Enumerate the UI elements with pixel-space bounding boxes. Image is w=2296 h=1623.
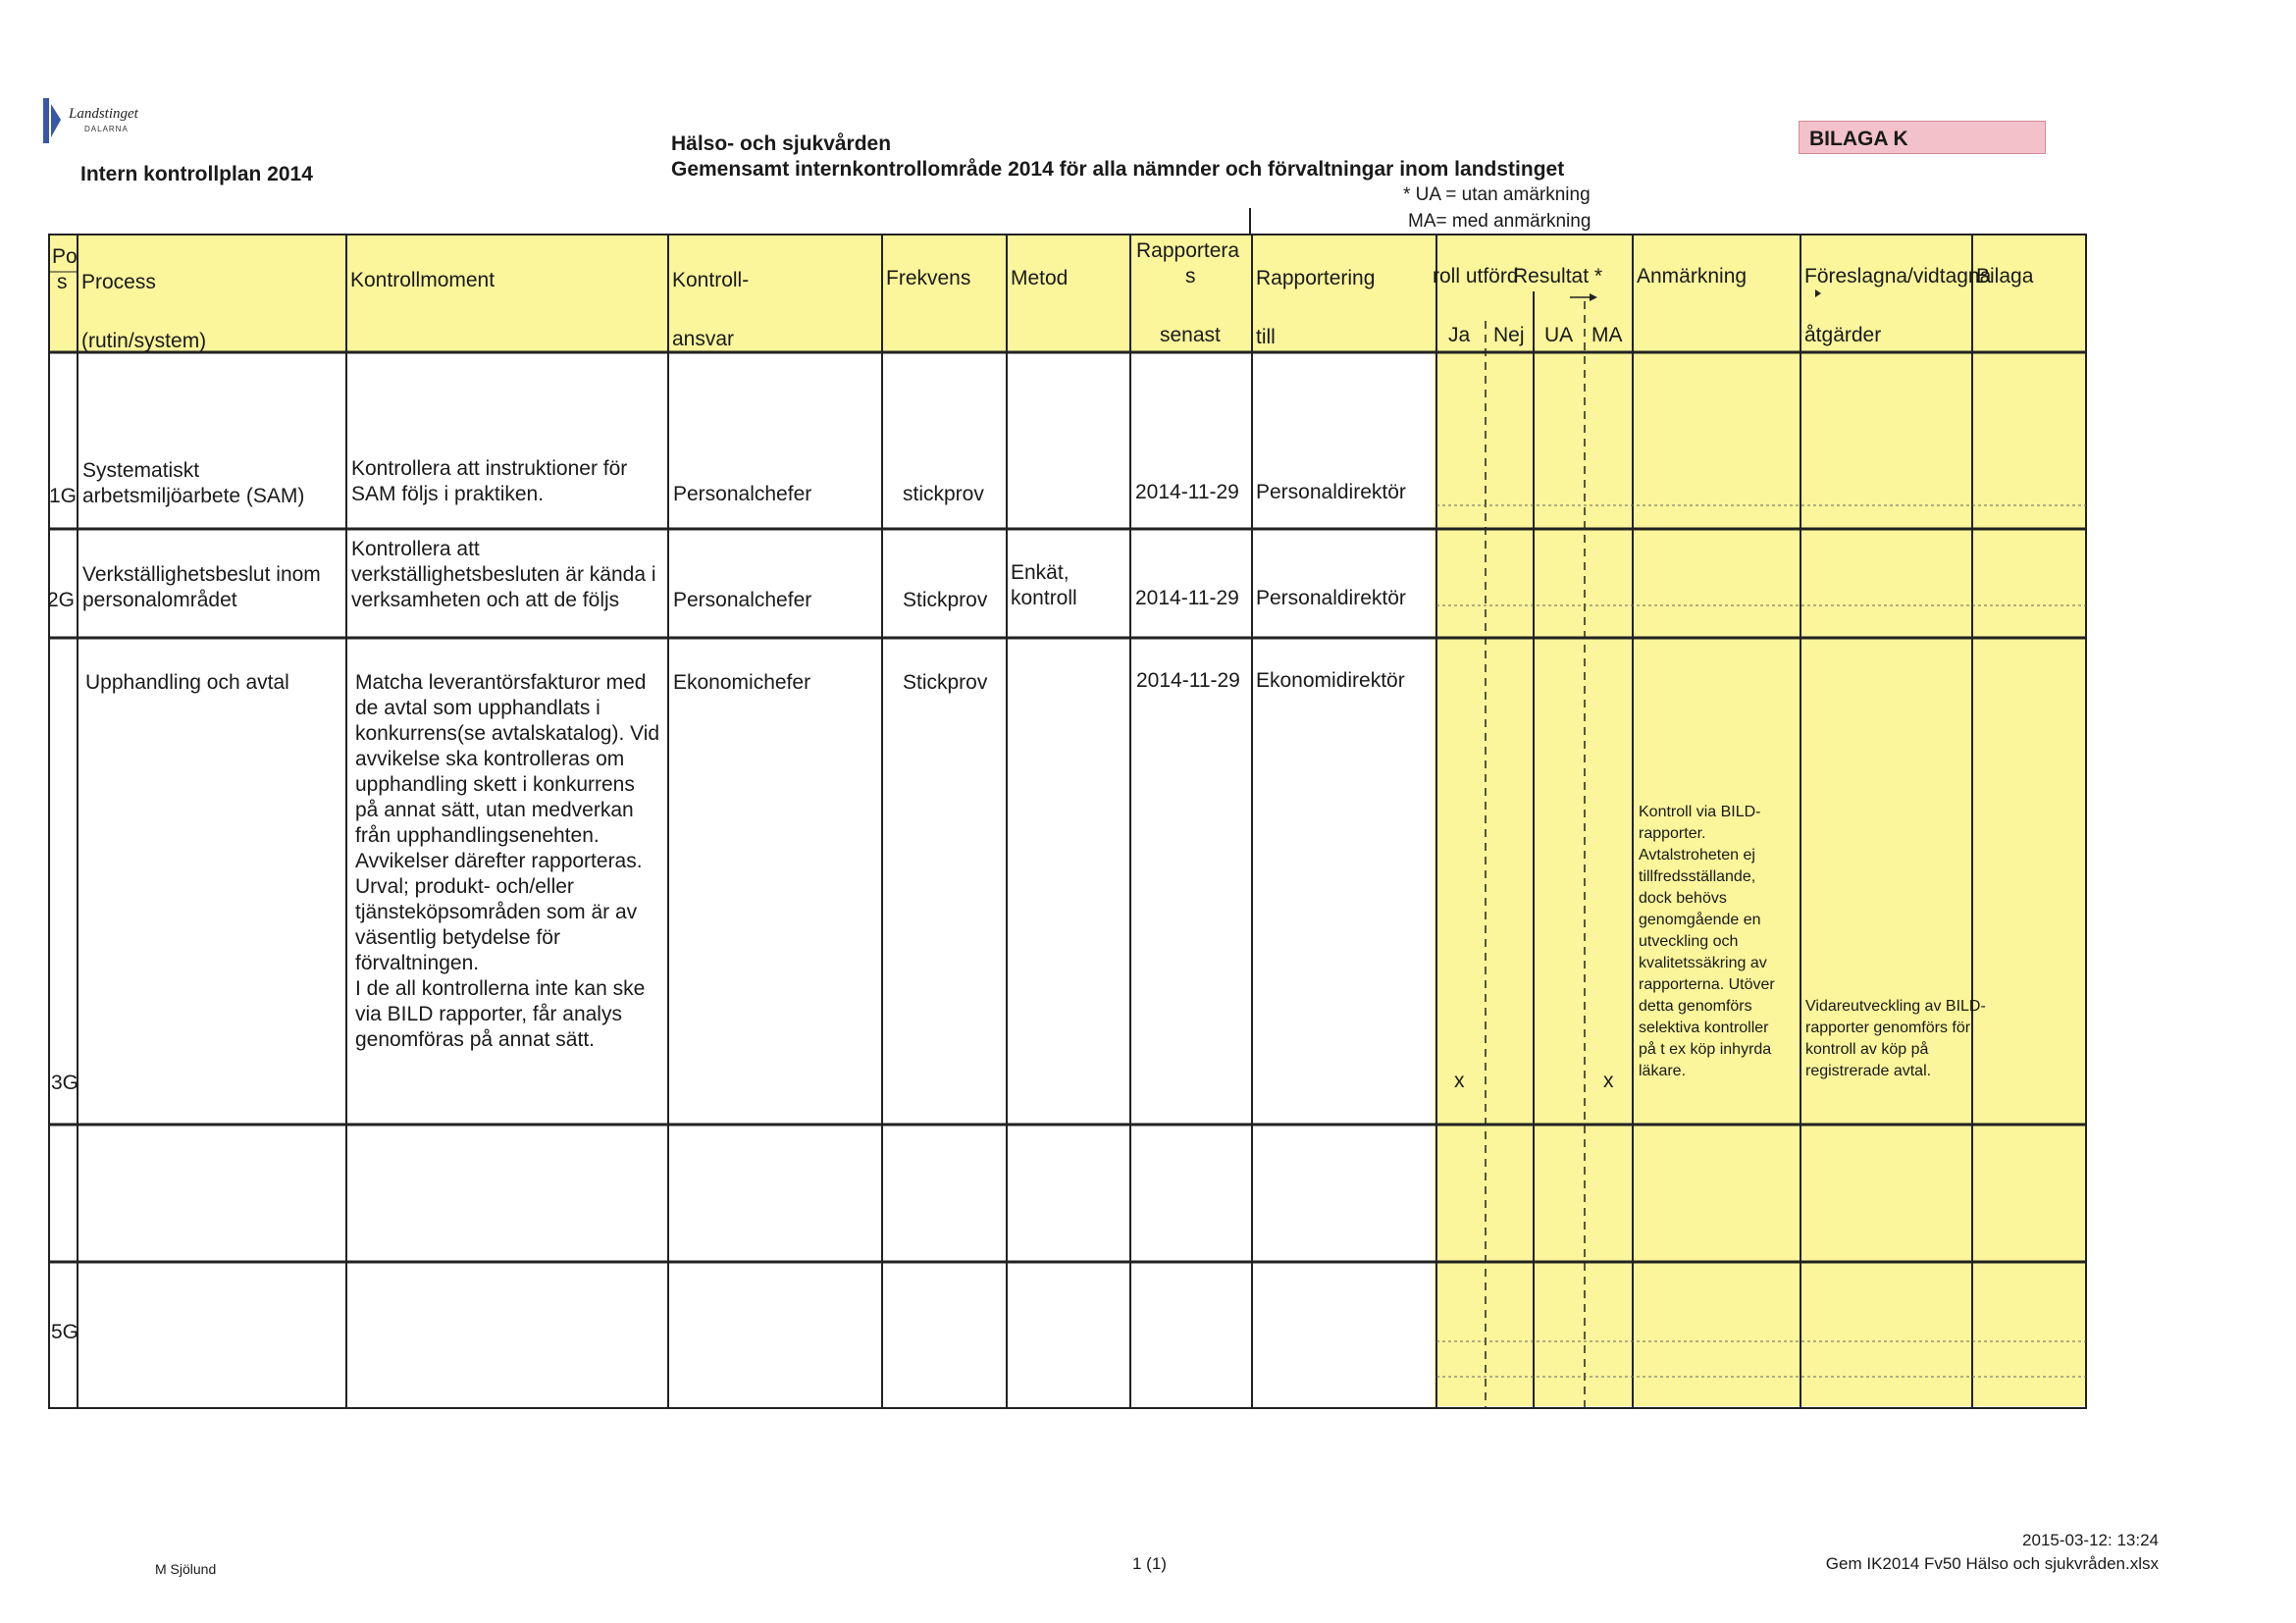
footer-date: 2015-03-12: 13:24	[2022, 1531, 2159, 1549]
row-1g-frekvens: stickprov	[903, 483, 984, 505]
row-3g-moment-line: konkurrens(se avtalskatalog). Vid	[355, 722, 660, 745]
row-3g-moment-line: väsentlig betydelse för	[355, 926, 560, 949]
col-ma: MA	[1592, 324, 1623, 346]
row-2g-metod-1: Enkät,	[1011, 561, 1070, 584]
row-3g-anm-line: på t ex köp inhyrda	[1639, 1041, 1772, 1058]
legend-ma: MA= med anmärkning	[1408, 211, 1592, 232]
col-anmarkning: Anmärkning	[1637, 265, 1748, 288]
header-line-1: Hälso- och sjukvården	[671, 132, 892, 155]
col-atgarder-top: Föreslagna/vidtagna	[1804, 265, 1992, 288]
row-1g-senast: 2014-11-29	[1135, 481, 1239, 503]
row-3g-moment-line: Matcha leverantörsfakturor med	[355, 671, 647, 694]
row-3g-atg-line: kontroll av köp på	[1805, 1041, 1929, 1058]
col-ja: Ja	[1448, 324, 1471, 346]
col-pos-top: Po	[52, 245, 78, 268]
landstinget-logo	[43, 98, 200, 143]
col-resultat: Resultat *	[1513, 265, 1603, 288]
bilaga-badge: BILAGA K	[1799, 121, 2046, 154]
row-3g-moment-line: I de all kontrollerna inte kan ske	[355, 977, 646, 1000]
col-rapportering: Rapportering	[1256, 267, 1376, 289]
col-kontrollmoment: Kontrollmoment	[350, 269, 496, 291]
row-2g-senast: 2014-11-29	[1135, 587, 1239, 609]
header-line-2: Gemensamt internkontrollområde 2014 för alla nämnder och förvaltningar inom landstinget	[671, 158, 1565, 181]
col-rapp-bottom: senast	[1160, 324, 1221, 346]
col-utford: roll utförd	[1433, 265, 1519, 288]
row-3g-pos: 3G	[51, 1072, 79, 1094]
row-3g-anm-line: detta genomförs	[1639, 998, 1752, 1015]
row-1g-moment-1: Kontrollera att instruktioner för	[351, 457, 628, 480]
col-rapp-top1: Rapportera	[1136, 239, 1240, 262]
row-2g-till: Personaldirektör	[1256, 587, 1406, 609]
legend-ua: * UA = utan amärkning	[1403, 184, 1591, 205]
row-5g-pos: 5G	[51, 1321, 79, 1343]
col-process: Process	[81, 271, 156, 293]
row-3g-anm-line: genomgående en	[1639, 912, 1761, 928]
row-2g-moment-1: Kontrollera att	[351, 538, 480, 560]
header-tick-divider	[1249, 208, 1251, 234]
row-3g-anm-line: tillfredsställande,	[1639, 868, 1756, 885]
row-1g-ansvar: Personalchefer	[673, 483, 812, 505]
row-3g-ja-mark: x	[1454, 1070, 1465, 1092]
row-2g-moment-2: verkställighetsbesluten är kända i	[351, 563, 656, 586]
col-atgarder-bottom: åtgärder	[1804, 324, 1882, 346]
row-2g-ansvar: Personalchefer	[673, 589, 812, 611]
row-3g-anm-line: kvalitetssäkring av	[1639, 955, 1767, 971]
col-ua: UA	[1544, 324, 1574, 346]
table-grid	[39, 233, 2119, 1410]
col-metod: Metod	[1011, 267, 1069, 289]
col-ansvar-top: Kontroll-	[672, 269, 750, 291]
row-3g-frekvens: Stickprov	[903, 671, 988, 694]
row-3g-ma-mark: x	[1603, 1070, 1614, 1092]
footer-page-number: 1 (1)	[1132, 1554, 1167, 1573]
row-1g-process-1: Systematiskt	[82, 459, 200, 482]
col-bilaga: Bilaga	[1976, 265, 2034, 288]
row-1g-pos: 1G	[49, 485, 78, 507]
row-3g-moment-line: tjänsteköpsområden som är av	[355, 901, 638, 923]
row-2g-pos: 2G	[47, 589, 76, 611]
row-3g-atg-line: registrerade avtal.	[1805, 1063, 1932, 1079]
row-3g-anm-line: selektiva kontroller	[1639, 1020, 1769, 1036]
row-2g-frekvens: Stickprov	[903, 589, 988, 611]
row-3g-anm-line: utveckling och	[1639, 933, 1739, 950]
row-3g-moment-line: de avtal som upphandlats i	[355, 697, 600, 719]
footer-author: M Sjölund	[155, 1561, 217, 1577]
col-rapportering-sub: till	[1256, 326, 1276, 348]
row-3g-anm-line: rapporterna. Utöver	[1639, 976, 1775, 993]
row-2g-metod-2: kontroll	[1011, 587, 1077, 609]
row-3g-anm-line: dock behövs	[1639, 890, 1727, 907]
logo-name: Landstinget	[69, 106, 138, 122]
row-3g-moment-line: Urval; produkt- och/eller	[355, 875, 574, 898]
row-3g-moment-line: genomföras på annat sätt.	[355, 1028, 595, 1051]
row-3g-senast: 2014-11-29	[1136, 669, 1240, 692]
row-3g-anm-line: rapporter.	[1639, 825, 1706, 842]
row-3g-moment-line: från upphandlingsenehten.	[355, 824, 600, 847]
control-plan-table	[39, 233, 2119, 1410]
right-yellow-band	[1435, 352, 2086, 1406]
row-3g-moment-line: Avvikelser därefter rapporteras.	[355, 850, 643, 872]
row-3g-anm-line: läkare.	[1639, 1063, 1687, 1079]
row-3g-moment-line: upphandling skett i konkurrens	[355, 773, 635, 796]
row-3g-anm-line: Kontroll via BILD-	[1639, 804, 1761, 820]
row-3g-moment-line: på annat sätt, utan medverkan	[355, 799, 634, 821]
document-title: Intern kontrollplan 2014	[80, 163, 313, 185]
footer-filename: Gem IK2014 Fv50 Hälso och sjukvråden.xlsx	[1825, 1554, 2159, 1573]
row-1g-process-2: arbetsmiljöarbete (SAM)	[82, 485, 305, 507]
row-3g-moment-line: avvikelse ska kontrolleras om	[355, 748, 625, 770]
row-3g-atg-line: rapporter genomförs för	[1805, 1020, 1971, 1036]
row-2g-process-2: personalområdet	[82, 589, 237, 611]
row-3g-anm-line: Avtalstroheten ej	[1639, 847, 1755, 864]
row-3g-process: Upphandling och avtal	[85, 671, 289, 694]
col-ansvar-bottom: ansvar	[672, 328, 735, 350]
col-frekvens: Frekvens	[886, 267, 971, 289]
col-nej: Nej	[1493, 324, 1525, 346]
logo-sub: DALARNA	[84, 125, 129, 133]
logo-mark-icon	[43, 98, 61, 143]
col-pos-bottom: s	[57, 271, 68, 293]
row-3g-moment-line: via BILD rapporter, får analys	[355, 1003, 622, 1025]
header-yellow-right	[1435, 235, 2086, 352]
row-3g-till: Ekonomidirektör	[1256, 669, 1405, 692]
row-3g-atg-line: Vidareutveckling av BILD-	[1805, 998, 1986, 1015]
row-1g-till: Personaldirektör	[1256, 481, 1406, 503]
row-3g-ansvar: Ekonomichefer	[673, 671, 811, 694]
col-rapp-top2: s	[1185, 265, 1196, 288]
row-3g-moment-line: förvaltningen.	[355, 952, 480, 974]
row-1g-moment-2: SAM följs i praktiken.	[351, 483, 545, 505]
row-2g-process-1: Verkställighetsbeslut inom	[82, 563, 321, 586]
col-process-sub: (rutin/system)	[81, 330, 207, 352]
row-2g-moment-3: verksamheten och att de följs	[351, 589, 620, 611]
